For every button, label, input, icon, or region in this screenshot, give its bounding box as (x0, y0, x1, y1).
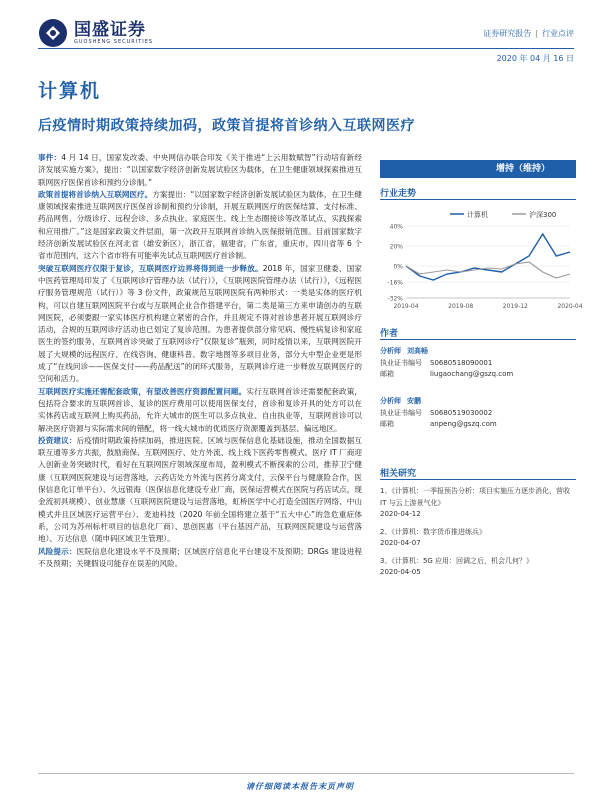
analyst-role: 分析师 (380, 397, 401, 405)
report-category: 行业点评 (542, 29, 574, 38)
rating-badge: 增持（维持） (380, 160, 576, 178)
brand-name-cn: 国盛证券 (74, 19, 146, 40)
x-tick-label: 2019-04 (393, 303, 419, 310)
related-item-title: 3、《计算机：5G 应用：回调之后，机会几何？》 (380, 556, 534, 565)
author-section-title: 作者 (380, 329, 399, 339)
report-body (38, 152, 362, 570)
body-paragraph (38, 189, 362, 263)
y-tick-label: -16% (387, 279, 403, 287)
y-tick-label: 40% (389, 223, 403, 231)
paragraph-lead: 事件： (38, 153, 62, 162)
paragraph-lead: 风险提示： (38, 546, 77, 556)
body-paragraph (38, 546, 362, 571)
paragraph-lead: 政策首提将首诊纳入互联网医疗。 (38, 189, 153, 199)
paragraph-text: 2018 年，国家卫健委、国家中医药管理局印发了《互联网诊疗管理办法（试行）》，《互联网医院管理办法（试行）》，《远程医疗服务管理规范（试行）》等 3 份文件，政策规范互联网医院有两种形式：一类是实体的医疗机构，可以自建互联网医院平台或与互联网企业合作搭建平台，第二类是第三方来申请创办的互联网医院，必须要跟一家实体医疗机构建立紧密的合作，并且规定不得对首诊患者开展互联网诊疗活动，合规的互联网诊疗活动也已划定了复诊范围。为患者提供部分常见病、慢性病复诊和家庭医生的签约服务，互联网首诊突破了互联网诊疗“仅限复诊”瓶颈，同时疫情以来，互联网医院开展了大规模的远程医疗、在线咨询、健康科普、数字地图等多项目业务，部分大中型企业更是形成了“在线问诊——医保支付——药品配送”的闭环式服务，互联网诊疗进一步释放互联网医疗的空间和活力。 (38, 263, 362, 384)
header-rule (38, 48, 574, 49)
y-tick-label: 20% (389, 243, 403, 251)
report-date: 2020 年 04 月 16 日 (496, 54, 574, 63)
analyst-name: 刘高畅 (407, 347, 428, 355)
related-section-title: 相关研究 (380, 469, 417, 479)
body-paragraph (38, 435, 362, 546)
trend-chart (380, 208, 583, 318)
email-label: 邮箱 (380, 370, 394, 378)
related-item-title: 1、《计算机：一季报预告分析：项目实施压力逐步消化，营收 IT 与云上游景气化》 (380, 487, 570, 507)
cert-number: S0680519030002 (430, 408, 493, 417)
report-type-line (483, 28, 574, 39)
analyst-block-1 (380, 346, 576, 381)
related-item[interactable] (380, 486, 576, 521)
x-tick-label: 2019-12 (502, 303, 528, 310)
trend-section-title: 行业走势 (380, 189, 417, 199)
paragraph-text: 4 月 14 日，国家发改委、中央网信办联合印发《关于推进“上云用数赋智”行动培育新经济发展实施方案》，提出：“以国家数字经济创新发展试验区为载体，在卫生健康领域探索推进互联网医疗医保首诊和预约分诊制。” (38, 153, 362, 187)
analyst-email[interactable]: anpeng@gszq.com (430, 420, 497, 428)
paragraph-lead: 互联网医疗实施还需配套政策，有望改善医疗资源配置问题。 (38, 386, 247, 396)
paragraph-lead: 投资建议： (38, 435, 77, 445)
analyst-role: 分析师 (380, 347, 401, 355)
trend-chart-svg (380, 208, 583, 318)
author-section-rule (380, 339, 576, 340)
related-item-date: 2020-04-12 (380, 510, 421, 518)
footer-disclaimer: 请仔细阅读本报告末页声明 (246, 782, 354, 791)
email-label: 邮箱 (380, 420, 394, 428)
x-tick-label: 2020-04 (557, 303, 583, 310)
related-section-rule (380, 479, 576, 480)
analyst-email[interactable]: liugaochang@gszq.com (430, 370, 514, 378)
paragraph-text: 方案提出：“以国家数字经济创新发展试验区为载体，在卫生健康领域探索推进互联网医疗医保首诊制和预约分诊制，开展互联网医疗的医保结算、支付标准、药品网售、分级诊疗、远程会诊、多点执业、家庭医生、线上生态圈接诊等改革试点、实践探索和应用推广。”这是国家政策文件层面，第一次政开互联网首诊纳入医保报销范围。目前国家数字经济创新发展试验区在河北省（雄安新区），浙江省，福建省，广东省，重庆市，四川省等 6 个省市范围内，这六个省市将有可能率先试点互联网医疗首诊制。 (38, 189, 362, 261)
paragraph-text: 实行互联网首诊还需要配套政策，包括符合要求的互联网首诊、复诊的医疗费用可以使用医保支付，首诊和复诊开具的处方可以在实体药店或互联网上购买药品，允许大城市的医生可以多点执业、自由执业等，互联网首诊可以解决医疗资源与实际需求间的错配，将一线大城市的优质医疗资源覆盖到基层、偏远地区。 (38, 386, 363, 433)
paragraph-text: 医院信息化建设水平不及预期；区域医疗信息化平台建设不及预期；DRGs 建设进程不及预期；关键假设可能存在误差的风险。 (38, 546, 363, 568)
paragraph-text: 后疫情时期政策持续加码，推进医院、区域与医保信息化基础设施，推动全国数据互联互通等多方共振，鼓励商保、互联网医疗、处方外流、线上线下医药零售模式。医疗 IT 厂商迎入创新业务突破时代，看好在互联网医疗领域深度布局，盈利模式不断探索的公司，推荐卫宁健康（互联网医院建设与运营落地，云药店处方外流与医药分离支付，云保平台与健康险合作，医保信息化订单平台）、久远银海（医保信息化建设专业厂商，医保运营模式在医院与药店试点，现金流初具规模）、创业慧康（互联网医院建设与运营落地，虹桥医学中心打造全国医疗网络、中山模式并且区域医疗运营平台）、麦迪科技（2020 年前全国将建立基于“五大中心”的急危重症体系，公司为苏州标杆项目的信息化厂商）、思创医惠（平台基因产品，互联网医院建设与运营落地）、万达信息（随申码区域卫生管理）。 (38, 435, 363, 544)
cert-label: 执业证书编号 (380, 408, 422, 417)
y-tick-label: -32% (387, 295, 403, 303)
legend-label: 沪深300 (529, 211, 557, 219)
related-item[interactable] (380, 527, 576, 550)
paragraph-lead: 突破互联网医疗仅限于复诊，互联网医疗边界将得到进一步释放。 (38, 263, 263, 273)
related-item[interactable] (380, 556, 576, 579)
related-item-date: 2020-04-07 (380, 539, 421, 547)
x-tick-label: 2019-08 (448, 303, 474, 310)
cert-number: S0680518090001 (430, 358, 493, 367)
report-headline: 后疫情时期政策持续加码，政策首提将首诊纳入互联网医疗 (38, 118, 415, 134)
analyst-name: 安鹏 (407, 397, 421, 405)
report-header (0, 0, 600, 70)
sector-title: 计算机 (38, 80, 102, 102)
related-item-title: 2、《计算机：数字货币推进练兵》 (380, 527, 486, 536)
trend-section-rule (380, 199, 576, 200)
body-paragraph (38, 263, 362, 386)
brand-name-en: GUOSHENG SECURITIES (74, 38, 154, 45)
related-research-list (380, 486, 576, 585)
y-tick-label: 0% (393, 263, 403, 271)
brand-logo-icon (38, 18, 68, 48)
analyst-block-2 (380, 396, 576, 431)
related-item-date: 2020-04-05 (380, 568, 421, 576)
body-paragraph (38, 386, 362, 435)
cert-label: 执业证书编号 (380, 358, 422, 367)
report-type: 证券研究报告 (483, 29, 532, 38)
footer-rule (38, 773, 574, 774)
brand-logo (38, 18, 153, 48)
legend-label: 计算机 (467, 211, 488, 219)
separator: | (535, 29, 538, 38)
body-paragraph (38, 152, 362, 189)
